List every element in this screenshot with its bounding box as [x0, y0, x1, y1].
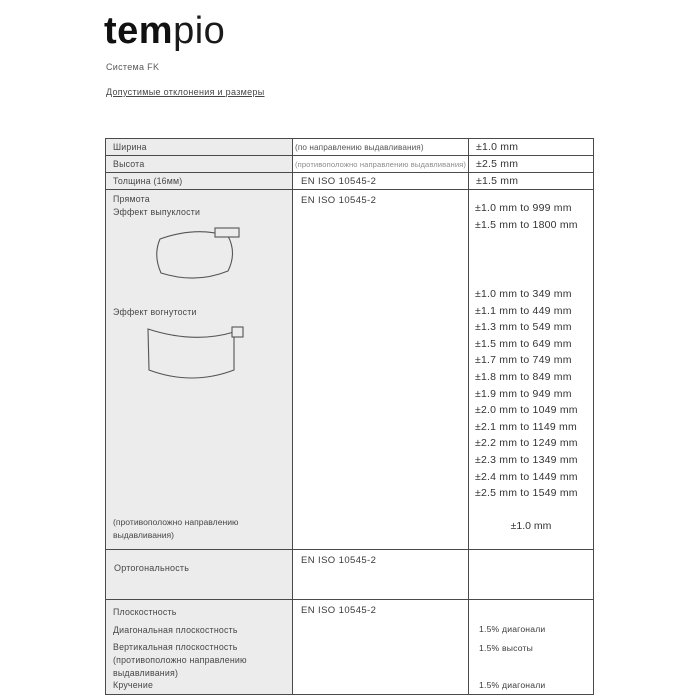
tempio-logo: [104, 10, 225, 52]
mm-value: ±2.0 mm to 1049 mm: [475, 404, 578, 417]
straightness-label-cell: [106, 190, 293, 550]
thickness-method-cell: [293, 173, 469, 190]
straightness-opposite-value: ±1.0 mm: [510, 520, 552, 532]
convexity-values: [469, 200, 593, 233]
concavity-values: [469, 286, 593, 502]
thickness-label: Толщина (16мм): [113, 176, 183, 186]
orthogonality-method: EN ISO 10545-2: [301, 555, 377, 566]
logo-bold-part: tem: [104, 10, 174, 52]
mm-value: ±1.3 mm to 549 mm: [475, 321, 572, 334]
height-method-cell: [293, 156, 469, 173]
thickness-method: EN ISO 10545-2: [301, 175, 377, 187]
mm-value: ±2.3 mm to 1349 mm: [475, 453, 578, 466]
width-method: (по направлению выдавливания): [295, 142, 424, 152]
vertical-flatness-label: Вертикальная плоскостность (противоположно направлению выдавливания): [113, 642, 247, 678]
mm-value: ±2.2 mm to 1249 mm: [475, 437, 578, 450]
width-label-cell: [106, 139, 293, 156]
orthogonality-method-cell: [293, 550, 469, 600]
flatness-label: Плоскостность: [113, 607, 177, 617]
thickness-label-cell: [106, 173, 293, 190]
width-method-cell: [293, 139, 469, 156]
torsion-label: Кручение: [113, 680, 154, 690]
tolerance-table: [105, 138, 594, 695]
straightness-label: Прямота: [113, 194, 150, 204]
straightness-value-cell: [469, 190, 594, 550]
flatness-label-cell: [106, 600, 293, 695]
straightness-method-cell: [293, 190, 469, 550]
flatness-method: EN ISO 10545-2: [301, 605, 377, 616]
orthogonality-value-cell: [469, 550, 594, 600]
width-value-cell: [469, 139, 594, 156]
mm-value: ±1.0 mm to 349 mm: [475, 288, 572, 300]
mm-value: ±1.1 mm to 449 mm: [475, 304, 572, 317]
thickness-value-cell: [469, 173, 594, 190]
orthogonality-label: Ортогональность: [114, 563, 190, 573]
concavity-label: Эффект вогнутости: [113, 307, 197, 317]
height-value: ±2.5 mm: [476, 158, 519, 170]
convexity-diagram: [152, 225, 242, 283]
straightness-method: EN ISO 10545-2: [301, 195, 377, 206]
mm-value: ±2.4 mm to 1449 mm: [475, 470, 578, 483]
mm-value: ±1.8 mm to 849 mm: [475, 370, 572, 383]
flatness-method-cell: [293, 600, 469, 695]
mm-value: ±1.7 mm to 749 mm: [475, 354, 572, 367]
diagonal-flatness-value: 1.5% диагонали: [479, 624, 546, 634]
concavity-diagram: [146, 325, 248, 383]
mm-value: ±2.1 mm to 1149 mm: [475, 420, 577, 433]
concavity-tab: [232, 327, 243, 337]
mm-value: ±1.5 mm to 1800 mm: [475, 218, 578, 231]
straightness-opposite-label: (противоположно направлению выдавливания): [113, 517, 239, 540]
thickness-value: ±1.5 mm: [476, 175, 519, 187]
flatness-value-cell: [469, 600, 594, 695]
diagonal-flatness-label: Диагональная плоскостность: [113, 625, 238, 635]
width-value: ±1.0 mm: [476, 141, 519, 153]
torsion-value: 1.5% диагонали: [479, 680, 546, 690]
height-method: (противоположно направлению выдавливания): [295, 159, 466, 169]
mm-value: ±1.0 mm to 999 mm: [475, 202, 572, 214]
logo-light-part: pio: [173, 10, 226, 52]
vertical-flatness-value: 1.5% высоты: [479, 643, 534, 653]
mm-value: ±2.5 mm to 1549 mm: [475, 487, 578, 500]
width-label: Ширина: [113, 142, 147, 152]
mm-value: ±1.5 mm to 649 mm: [475, 337, 572, 350]
height-value-cell: [469, 156, 594, 173]
system-label: Система FK: [106, 62, 160, 72]
tolerances-link[interactable]: Допустимые отклонения и размеры: [106, 87, 265, 97]
height-label: Высота: [113, 159, 145, 169]
convexity-label: Эффект выпуклости: [113, 207, 201, 217]
height-label-cell: [106, 156, 293, 173]
convexity-tab: [215, 228, 239, 237]
mm-value: ±1.9 mm to 949 mm: [475, 387, 572, 400]
orthogonality-label-cell: [106, 550, 293, 600]
